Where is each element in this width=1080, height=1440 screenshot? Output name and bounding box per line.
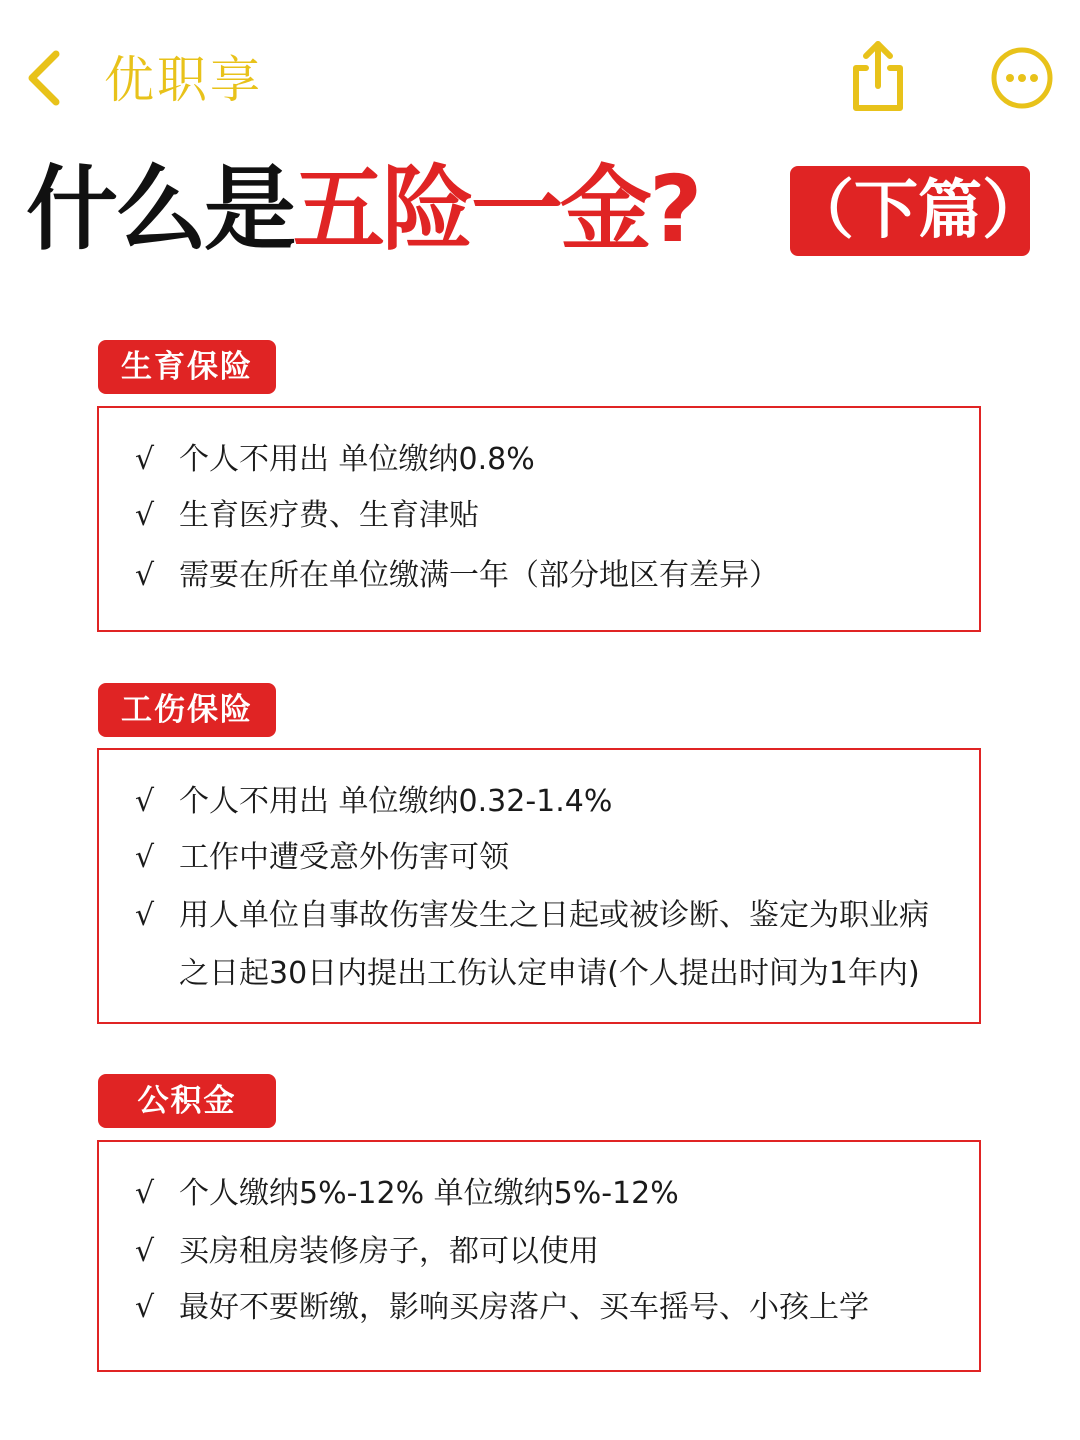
list-item-text: 个人不用出 单位缴纳0.32-1.4% <box>179 784 613 819</box>
section-box-housing-fund <box>97 1140 981 1372</box>
check-icon: √ <box>135 898 155 933</box>
section-tag-injury: 工伤保险 <box>98 683 276 737</box>
check-icon: √ <box>135 498 155 533</box>
more-icon[interactable] <box>990 46 1054 110</box>
check-icon: √ <box>135 558 155 593</box>
list-item <box>135 440 535 480</box>
check-icon: √ <box>135 840 155 875</box>
list-item <box>135 782 612 822</box>
section-box-maternity <box>97 406 981 632</box>
list-item <box>135 1174 679 1214</box>
list-item <box>135 496 479 536</box>
check-icon: √ <box>135 1290 155 1325</box>
page-headline <box>26 150 699 270</box>
check-icon: √ <box>135 784 155 819</box>
top-nav-bar <box>0 0 1080 150</box>
list-item <box>135 1232 599 1272</box>
list-item-text: 用人单位自事故伤害发生之日起或被诊断、鉴定为职业病 <box>179 898 929 933</box>
list-item <box>135 1288 869 1328</box>
list-item-text: 生育医疗费、生育津贴 <box>179 498 479 533</box>
list-item-text: 需要在所在单位缴满一年（部分地区有差异） <box>179 558 779 593</box>
headline-highlight: 五险一金? <box>293 156 700 263</box>
list-item-text: 工作中遭受意外伤害可领 <box>179 840 509 875</box>
check-icon: √ <box>135 442 155 477</box>
section-box-injury <box>97 748 981 1024</box>
list-item-text: 最好不要断缴，影响买房落户、买车摇号、小孩上学 <box>179 1290 869 1325</box>
headline-prefix: 什么是 <box>26 156 294 263</box>
section-tag-maternity: 生育保险 <box>98 340 276 394</box>
section-tag-housing-fund: 公积金 <box>98 1074 276 1128</box>
list-item-text: 个人不用出 单位缴纳0.8% <box>179 442 535 477</box>
share-icon[interactable] <box>846 38 910 114</box>
list-item-text: 买房租房装修房子，都可以使用 <box>179 1234 599 1269</box>
check-icon: √ <box>135 1176 155 1211</box>
list-item <box>135 896 929 936</box>
list-item-text: 个人缴纳5%-12% 单位缴纳5%-12% <box>179 1176 679 1211</box>
list-item <box>135 556 779 596</box>
check-icon: √ <box>135 1234 155 1269</box>
list-item-continuation: 之日起30日内提出工伤认定申请(个人提出时间为1年内) <box>179 956 920 991</box>
headline-badge: （下篇） <box>790 166 1030 256</box>
app-title: 优职享 <box>104 51 263 109</box>
chevron-left-icon[interactable] <box>22 46 72 110</box>
list-item <box>135 838 509 878</box>
